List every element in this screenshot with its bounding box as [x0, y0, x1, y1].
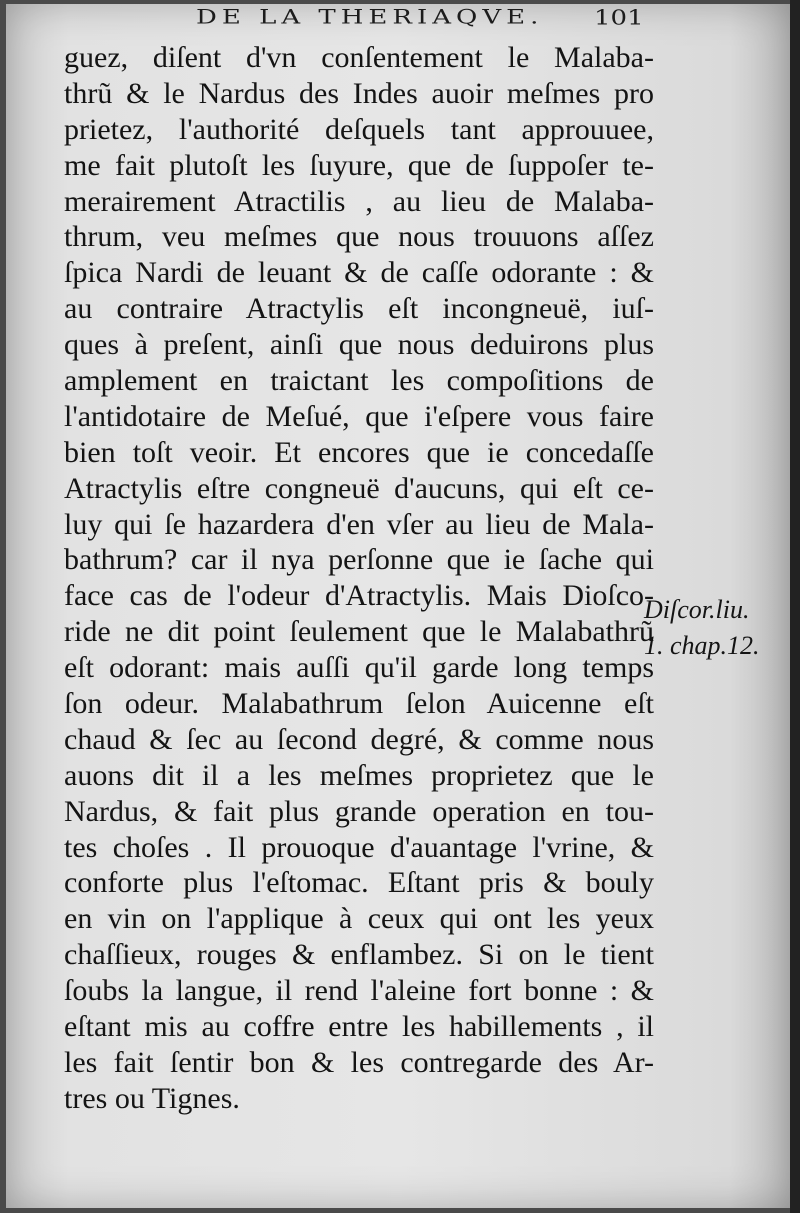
text-line: prietez, l'authorité deſquels tant approuuee, [64, 112, 654, 146]
text-line: l'antidotaire de Meſué, que i'eſpere vous faire [64, 399, 654, 433]
text-line: ride ne dit point ſeulement que le Malabathrũ [64, 615, 654, 649]
text-line: ques à preſent, ainſi que nous deduirons plus [64, 328, 654, 362]
text-line: bien toſt veoir. Et encores que ie concedaſſe [64, 435, 654, 469]
text-line: tes choſes . Il prouoque d'auantage l'vrine, & [64, 830, 654, 864]
book-page [6, 4, 792, 1208]
body-text [64, 40, 654, 1117]
margin-note-line: 1. chap.12. [644, 631, 760, 660]
text-line: bathrum? car il nya perſonne que ie ſache qui [64, 543, 654, 577]
page-number: 101 [594, 6, 644, 30]
text-line: luy qui ſe hazardera d'en vſer au lieu de Mala- [64, 507, 654, 541]
text-line: merairement Atractilis , au lieu de Malaba- [64, 184, 654, 218]
text-line: thrũ & le Nardus des Indes auoir meſmes pro [64, 76, 654, 110]
text-line: en vin on l'applique à ceux qui ont les yeux [64, 902, 654, 936]
text-line: guez, diſent d'vn conſentement le Malaba- [64, 41, 654, 74]
text-line: chaud & ſec au ſecond degré, & comme nous [64, 722, 654, 756]
text-line: chaſſieux, rouges & enflambez. Si on le tient [64, 938, 654, 972]
text-line: auons dit il a les meſmes proprietez que le [64, 758, 654, 792]
text-line: Atractylis eſtre congneuë d'aucuns, qui eſt ce- [64, 471, 654, 505]
page-edge-shadow [790, 0, 800, 1213]
text-line: tres ou Tignes. [64, 1081, 240, 1115]
text-line: thrum, veu meſmes que nous trouuons aſſez [64, 220, 654, 254]
text-line: ſoubs la langue, il rend l'aleine fort bonne : & [64, 974, 654, 1008]
text-line: ſon odeur. Malabathrum ſelon Auicenne eſt [64, 687, 654, 721]
text-line: au contraire Atractylis eſt incongneuë, iuſ- [64, 292, 654, 326]
text-line: amplement en traictant les compoſitions de [64, 364, 654, 398]
margin-note [644, 592, 776, 664]
margin-note-line: Diſcor.liu. [644, 595, 750, 624]
text-line: conforte plus l'eſtomac. Eſtant pris & bouly [64, 866, 654, 900]
text-line: face cas de l'odeur d'Atractylis. Mais Dioſco- [64, 579, 654, 613]
text-line: eſt odorant: mais auſſi qu'il garde long temps [64, 651, 654, 685]
running-title: DE LA THERIAQVE. [196, 6, 544, 29]
text-line: me fait plutoſt les ſuyure, que de ſuppoſer te- [64, 148, 654, 182]
text-line: eſtant mis au coffre entre les habillements , il [64, 1010, 654, 1044]
text-line: Nardus, & fait plus grande operation en tou- [64, 794, 654, 828]
text-line: les fait ſentir bon & les contregarde des Ar- [64, 1045, 654, 1079]
text-line: ſpica Nardi de leuant & de caſſe odorante : & [64, 256, 654, 290]
